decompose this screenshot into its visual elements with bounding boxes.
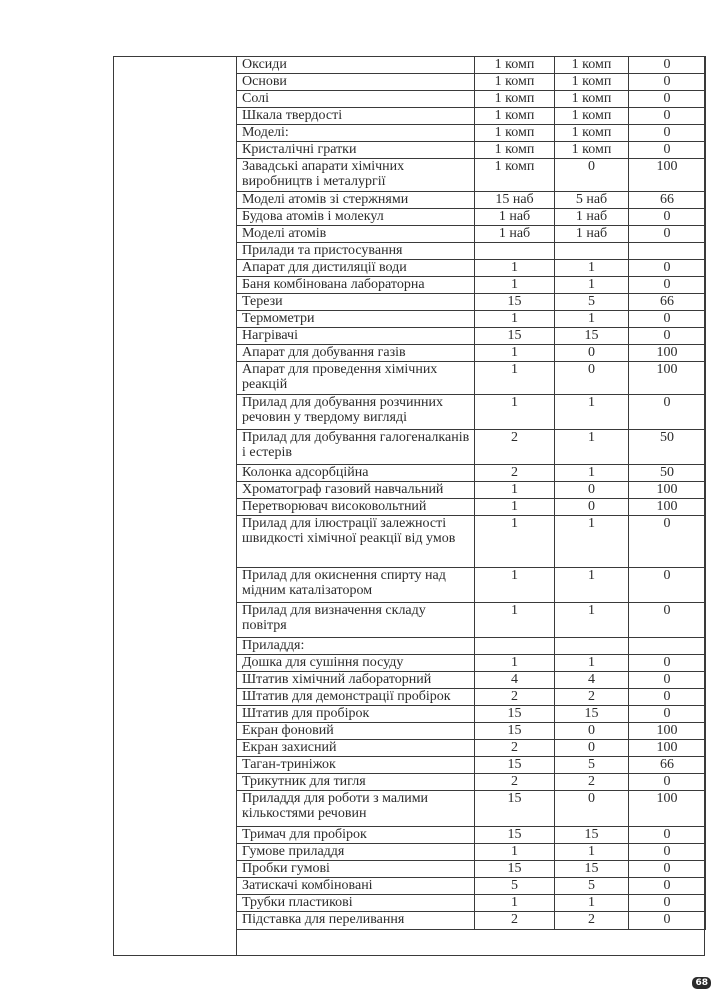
available-qty-cell: 1 xyxy=(555,430,629,465)
available-qty-cell: 1 xyxy=(555,655,629,672)
available-qty-cell: 5 xyxy=(555,757,629,774)
table-row xyxy=(237,430,706,465)
item-name-cell: Моделі атомів зі стержнями xyxy=(237,192,475,209)
shortage-percent-cell: 100 xyxy=(629,345,706,362)
item-name-cell: Штатив хімічний лабораторний xyxy=(237,672,475,689)
available-qty-cell: 0 xyxy=(555,362,629,395)
available-qty-cell: 15 xyxy=(555,706,629,723)
available-qty-cell: 1 xyxy=(555,895,629,912)
table-row xyxy=(237,159,706,192)
available-qty-cell: 1 xyxy=(555,260,629,277)
table-row xyxy=(237,791,706,827)
required-qty-cell: 1 xyxy=(475,260,555,277)
required-qty-cell: 2 xyxy=(475,689,555,706)
shortage-percent-cell: 0 xyxy=(629,91,706,108)
available-qty-cell: 1 комп xyxy=(555,142,629,159)
item-name-cell: Таган-триніжок xyxy=(237,757,475,774)
table-row xyxy=(237,294,706,311)
item-name-cell: Оксиди xyxy=(237,57,475,74)
available-qty-cell: 0 xyxy=(555,159,629,192)
required-qty-cell: 4 xyxy=(475,672,555,689)
table-row xyxy=(237,226,706,243)
available-qty-cell: 15 xyxy=(555,861,629,878)
required-qty-cell xyxy=(475,243,555,260)
table-row xyxy=(237,209,706,226)
shortage-percent-cell: 0 xyxy=(629,655,706,672)
shortage-percent-cell: 0 xyxy=(629,912,706,930)
required-qty-cell: 1 комп xyxy=(475,159,555,192)
table-row xyxy=(237,638,706,655)
required-qty-cell: 2 xyxy=(475,740,555,757)
required-qty-cell: 1 комп xyxy=(475,57,555,74)
item-name-cell: Приладдя для роботи з малими кількостями речовин xyxy=(237,791,475,827)
required-qty-cell: 1 комп xyxy=(475,91,555,108)
table-row xyxy=(237,895,706,912)
available-qty-cell: 0 xyxy=(555,723,629,740)
item-name-cell: Приладдя: xyxy=(237,638,475,655)
item-name-cell: Солі xyxy=(237,91,475,108)
table-row xyxy=(237,672,706,689)
item-name-cell: Баня комбінована лабораторна xyxy=(237,277,475,294)
available-qty-cell: 1 комп xyxy=(555,125,629,142)
shortage-percent-cell: 0 xyxy=(629,689,706,706)
shortage-percent-cell: 0 xyxy=(629,895,706,912)
required-qty-cell: 15 xyxy=(475,861,555,878)
shortage-percent-cell: 0 xyxy=(629,672,706,689)
available-qty-cell: 0 xyxy=(555,740,629,757)
required-qty-cell: 1 xyxy=(475,655,555,672)
shortage-percent-cell: 100 xyxy=(629,499,706,516)
table-row xyxy=(237,125,706,142)
shortage-percent-cell: 0 xyxy=(629,603,706,638)
required-qty-cell: 1 xyxy=(475,277,555,294)
available-qty-cell: 4 xyxy=(555,672,629,689)
item-name-cell: Моделі атомів xyxy=(237,226,475,243)
shortage-percent-cell: 50 xyxy=(629,465,706,482)
table-body xyxy=(237,57,706,930)
available-qty-cell: 2 xyxy=(555,689,629,706)
required-qty-cell: 1 наб xyxy=(475,226,555,243)
available-qty-cell: 1 xyxy=(555,395,629,430)
table-row xyxy=(237,844,706,861)
table-row xyxy=(237,499,706,516)
required-qty-cell: 1 xyxy=(475,482,555,499)
table-row xyxy=(237,91,706,108)
item-name-cell: Терези xyxy=(237,294,475,311)
table-row xyxy=(237,311,706,328)
available-qty-cell: 1 наб xyxy=(555,209,629,226)
table-row xyxy=(237,328,706,345)
item-name-cell: Будова атомів і молекул xyxy=(237,209,475,226)
item-name-cell: Підставка для переливання xyxy=(237,912,475,930)
required-qty-cell: 2 xyxy=(475,430,555,465)
shortage-percent-cell: 0 xyxy=(629,516,706,568)
shortage-percent-cell: 100 xyxy=(629,723,706,740)
available-qty-cell xyxy=(555,638,629,655)
table-row xyxy=(237,655,706,672)
item-name-cell: Прилад для визначення складу повітря xyxy=(237,603,475,638)
table-row xyxy=(237,108,706,125)
required-qty-cell: 1 комп xyxy=(475,74,555,91)
table-row xyxy=(237,774,706,791)
shortage-percent-cell: 0 xyxy=(629,878,706,895)
required-qty-cell: 15 xyxy=(475,791,555,827)
item-name-cell: Трубки пластикові xyxy=(237,895,475,912)
shortage-percent-cell: 50 xyxy=(629,430,706,465)
required-qty-cell: 1 xyxy=(475,895,555,912)
table-row xyxy=(237,912,706,930)
shortage-percent-cell: 0 xyxy=(629,328,706,345)
shortage-percent-cell: 0 xyxy=(629,844,706,861)
page-number-badge: 68 xyxy=(692,977,711,989)
shortage-percent-cell: 100 xyxy=(629,482,706,499)
shortage-percent-cell: 0 xyxy=(629,568,706,603)
shortage-percent-cell: 100 xyxy=(629,740,706,757)
table-row xyxy=(237,878,706,895)
shortage-percent-cell: 100 xyxy=(629,159,706,192)
table-row xyxy=(237,142,706,159)
required-qty-cell: 15 xyxy=(475,723,555,740)
inventory-table xyxy=(236,56,706,930)
shortage-percent-cell xyxy=(629,243,706,260)
item-name-cell: Тримач для пробірок xyxy=(237,827,475,844)
available-qty-cell: 15 xyxy=(555,328,629,345)
available-qty-cell: 1 комп xyxy=(555,74,629,91)
item-name-cell: Перетворювач високовольтний xyxy=(237,499,475,516)
table-row xyxy=(237,192,706,209)
item-name-cell: Завадські апарати хімічних виробництв і металургії xyxy=(237,159,475,192)
required-qty-cell: 1 xyxy=(475,311,555,328)
required-qty-cell: 1 xyxy=(475,362,555,395)
table-row xyxy=(237,689,706,706)
required-qty-cell: 15 xyxy=(475,294,555,311)
required-qty-cell: 15 xyxy=(475,827,555,844)
required-qty-cell: 1 xyxy=(475,844,555,861)
required-qty-cell: 2 xyxy=(475,912,555,930)
table-row xyxy=(237,482,706,499)
available-qty-cell: 1 комп xyxy=(555,91,629,108)
shortage-percent-cell: 0 xyxy=(629,142,706,159)
item-name-cell: Апарат для добування газів xyxy=(237,345,475,362)
item-name-cell: Затискачі комбіновані xyxy=(237,878,475,895)
table-row xyxy=(237,706,706,723)
shortage-percent-cell: 100 xyxy=(629,362,706,395)
available-qty-cell: 5 наб xyxy=(555,192,629,209)
shortage-percent-cell: 0 xyxy=(629,706,706,723)
required-qty-cell: 1 комп xyxy=(475,108,555,125)
required-qty-cell: 1 xyxy=(475,345,555,362)
available-qty-cell: 0 xyxy=(555,482,629,499)
shortage-percent-cell: 0 xyxy=(629,57,706,74)
required-qty-cell: 1 xyxy=(475,603,555,638)
available-qty-cell: 1 наб xyxy=(555,226,629,243)
shortage-percent-cell xyxy=(629,638,706,655)
required-qty-cell: 1 комп xyxy=(475,142,555,159)
required-qty-cell: 2 xyxy=(475,465,555,482)
required-qty-cell: 1 xyxy=(475,516,555,568)
shortage-percent-cell: 0 xyxy=(629,108,706,125)
required-qty-cell: 2 xyxy=(475,774,555,791)
available-qty-cell: 1 xyxy=(555,603,629,638)
required-qty-cell: 1 xyxy=(475,499,555,516)
shortage-percent-cell: 66 xyxy=(629,294,706,311)
item-name-cell: Прилад для добування галогеналканів і естерів xyxy=(237,430,475,465)
item-name-cell: Прилад для добування розчинних речовин у твердому вигляді xyxy=(237,395,475,430)
available-qty-cell: 5 xyxy=(555,294,629,311)
available-qty-cell: 1 комп xyxy=(555,108,629,125)
table-row xyxy=(237,516,706,568)
required-qty-cell xyxy=(475,638,555,655)
table-row xyxy=(237,757,706,774)
item-name-cell: Екран фоновий xyxy=(237,723,475,740)
shortage-percent-cell: 0 xyxy=(629,209,706,226)
available-qty-cell: 15 xyxy=(555,827,629,844)
item-name-cell: Хроматограф газовий навчальний xyxy=(237,482,475,499)
required-qty-cell: 1 наб xyxy=(475,209,555,226)
table-row xyxy=(237,362,706,395)
required-qty-cell: 15 xyxy=(475,706,555,723)
available-qty-cell: 5 xyxy=(555,878,629,895)
shortage-percent-cell: 0 xyxy=(629,125,706,142)
item-name-cell: Апарат для дистиляції води xyxy=(237,260,475,277)
table-row xyxy=(237,568,706,603)
shortage-percent-cell: 0 xyxy=(629,277,706,294)
shortage-percent-cell: 0 xyxy=(629,827,706,844)
table-row xyxy=(237,827,706,844)
shortage-percent-cell: 66 xyxy=(629,192,706,209)
item-name-cell: Штатив для демонстрації пробірок xyxy=(237,689,475,706)
table-row xyxy=(237,345,706,362)
item-name-cell: Апарат для проведення хімічних реакцій xyxy=(237,362,475,395)
item-name-cell: Основи xyxy=(237,74,475,91)
available-qty-cell xyxy=(555,243,629,260)
item-name-cell: Нагрівачі xyxy=(237,328,475,345)
item-name-cell: Трикутник для тигля xyxy=(237,774,475,791)
item-name-cell: Дошка для сушіння посуду xyxy=(237,655,475,672)
item-name-cell: Прилади та пристосування xyxy=(237,243,475,260)
item-name-cell: Кристалічні гратки xyxy=(237,142,475,159)
available-qty-cell: 1 комп xyxy=(555,57,629,74)
available-qty-cell: 1 xyxy=(555,465,629,482)
shortage-percent-cell: 66 xyxy=(629,757,706,774)
shortage-percent-cell: 0 xyxy=(629,311,706,328)
required-qty-cell: 1 xyxy=(475,395,555,430)
available-qty-cell: 1 xyxy=(555,277,629,294)
required-qty-cell: 15 xyxy=(475,328,555,345)
item-name-cell: Шкала твердості xyxy=(237,108,475,125)
available-qty-cell: 0 xyxy=(555,499,629,516)
item-name-cell: Колонка адсорбційна xyxy=(237,465,475,482)
item-name-cell: Штатив для пробірок xyxy=(237,706,475,723)
required-qty-cell: 5 xyxy=(475,878,555,895)
required-qty-cell: 1 комп xyxy=(475,125,555,142)
shortage-percent-cell: 0 xyxy=(629,226,706,243)
table-row xyxy=(237,260,706,277)
available-qty-cell: 1 xyxy=(555,516,629,568)
required-qty-cell: 1 xyxy=(475,568,555,603)
item-name-cell: Екран захисний xyxy=(237,740,475,757)
shortage-percent-cell: 0 xyxy=(629,774,706,791)
required-qty-cell: 15 наб xyxy=(475,192,555,209)
item-name-cell: Термометри xyxy=(237,311,475,328)
available-qty-cell: 2 xyxy=(555,912,629,930)
shortage-percent-cell: 0 xyxy=(629,260,706,277)
available-qty-cell: 1 xyxy=(555,568,629,603)
table-row xyxy=(237,277,706,294)
table-row xyxy=(237,603,706,638)
item-name-cell: Прилад для ілюстрації залежності швидкості хімічної реакції від умов xyxy=(237,516,475,568)
table-row xyxy=(237,57,706,74)
available-qty-cell: 0 xyxy=(555,791,629,827)
table-row xyxy=(237,243,706,260)
available-qty-cell: 0 xyxy=(555,345,629,362)
table-row xyxy=(237,465,706,482)
item-name-cell: Гумове приладдя xyxy=(237,844,475,861)
table-row xyxy=(237,861,706,878)
shortage-percent-cell: 0 xyxy=(629,861,706,878)
shortage-percent-cell: 0 xyxy=(629,395,706,430)
table-row xyxy=(237,740,706,757)
item-name-cell: Моделі: xyxy=(237,125,475,142)
shortage-percent-cell: 0 xyxy=(629,74,706,91)
available-qty-cell: 1 xyxy=(555,844,629,861)
table-row xyxy=(237,395,706,430)
table-row xyxy=(237,723,706,740)
item-name-cell: Пробки гумові xyxy=(237,861,475,878)
shortage-percent-cell: 100 xyxy=(629,791,706,827)
available-qty-cell: 2 xyxy=(555,774,629,791)
available-qty-cell: 1 xyxy=(555,311,629,328)
required-qty-cell: 15 xyxy=(475,757,555,774)
item-name-cell: Прилад для окиснення спирту над мідним каталізатором xyxy=(237,568,475,603)
table-row xyxy=(237,74,706,91)
